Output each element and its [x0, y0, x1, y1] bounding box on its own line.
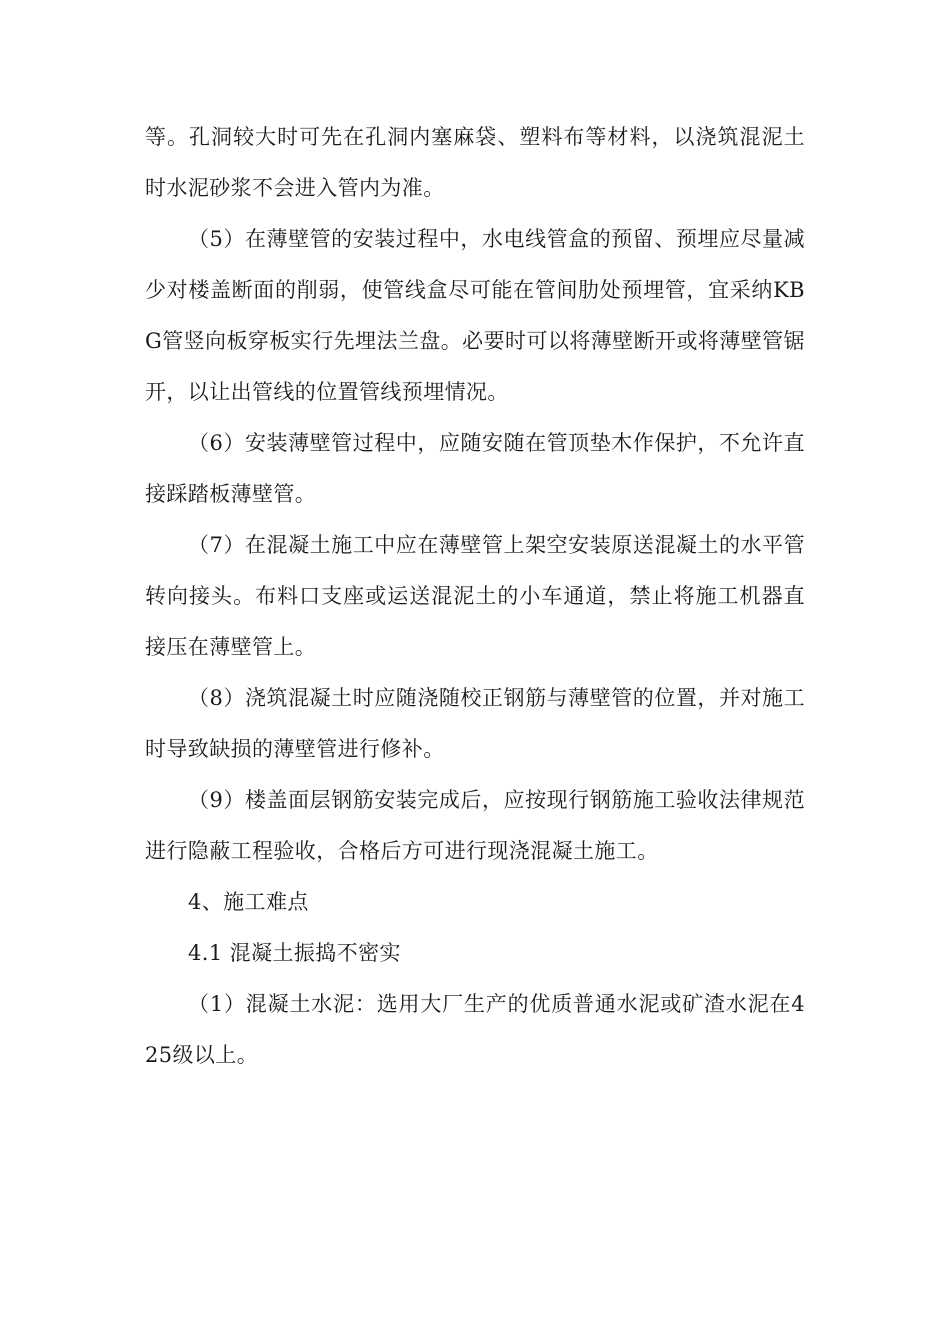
- paragraph-item-6: （6）安装薄壁管过程中，应随安随在管顶垫木作保护，不允许直接踩踏板薄壁管。: [145, 431, 805, 506]
- document-body: [145, 112, 805, 1081]
- paragraph-item-8: （8）浇筑混凝土时应随浇随校正钢筋与薄壁管的位置，并对施工时导致缺损的薄壁管进行修补。: [145, 686, 805, 761]
- paragraph-item-1: （1）混凝土水泥：选用大厂生产的优质普通水泥或矿渣水泥在425级以上。: [145, 992, 805, 1067]
- section-heading-4: 4、施工难点: [188, 890, 309, 914]
- subsection-heading-4-1: 4.1 混凝土振捣不密实: [188, 941, 401, 965]
- paragraph-item-9: （9）楼盖面层钢筋安装完成后，应按现行钢筋施工验收法律规范进行隐蔽工程验收，合格后方可进行现浇混凝土施工。: [145, 788, 805, 863]
- paragraph-continuation: 等。孔洞较大时可先在孔洞内塞麻袋、塑料布等材料，以浇筑混泥土时水泥砂浆不会进入管内为准。: [145, 125, 805, 200]
- paragraph-item-5: （5）在薄壁管的安装过程中，水电线管盒的预留、预埋应尽量减少对楼盖断面的削弱，使管线盒尽可能在管间肋处预埋管，宜采纳KBG管竖向板穿板实行先埋法兰盘。必要时可以将薄壁断开或将薄壁管锯开，以让出管线的位置管线预埋情况。: [145, 227, 805, 404]
- paragraph-item-7: （7）在混凝土施工中应在薄壁管上架空安装原送混凝土的水平管转向接头。布料口支座或运送混泥土的小车通道，禁止将施工机器直接压在薄壁管上。: [145, 533, 805, 659]
